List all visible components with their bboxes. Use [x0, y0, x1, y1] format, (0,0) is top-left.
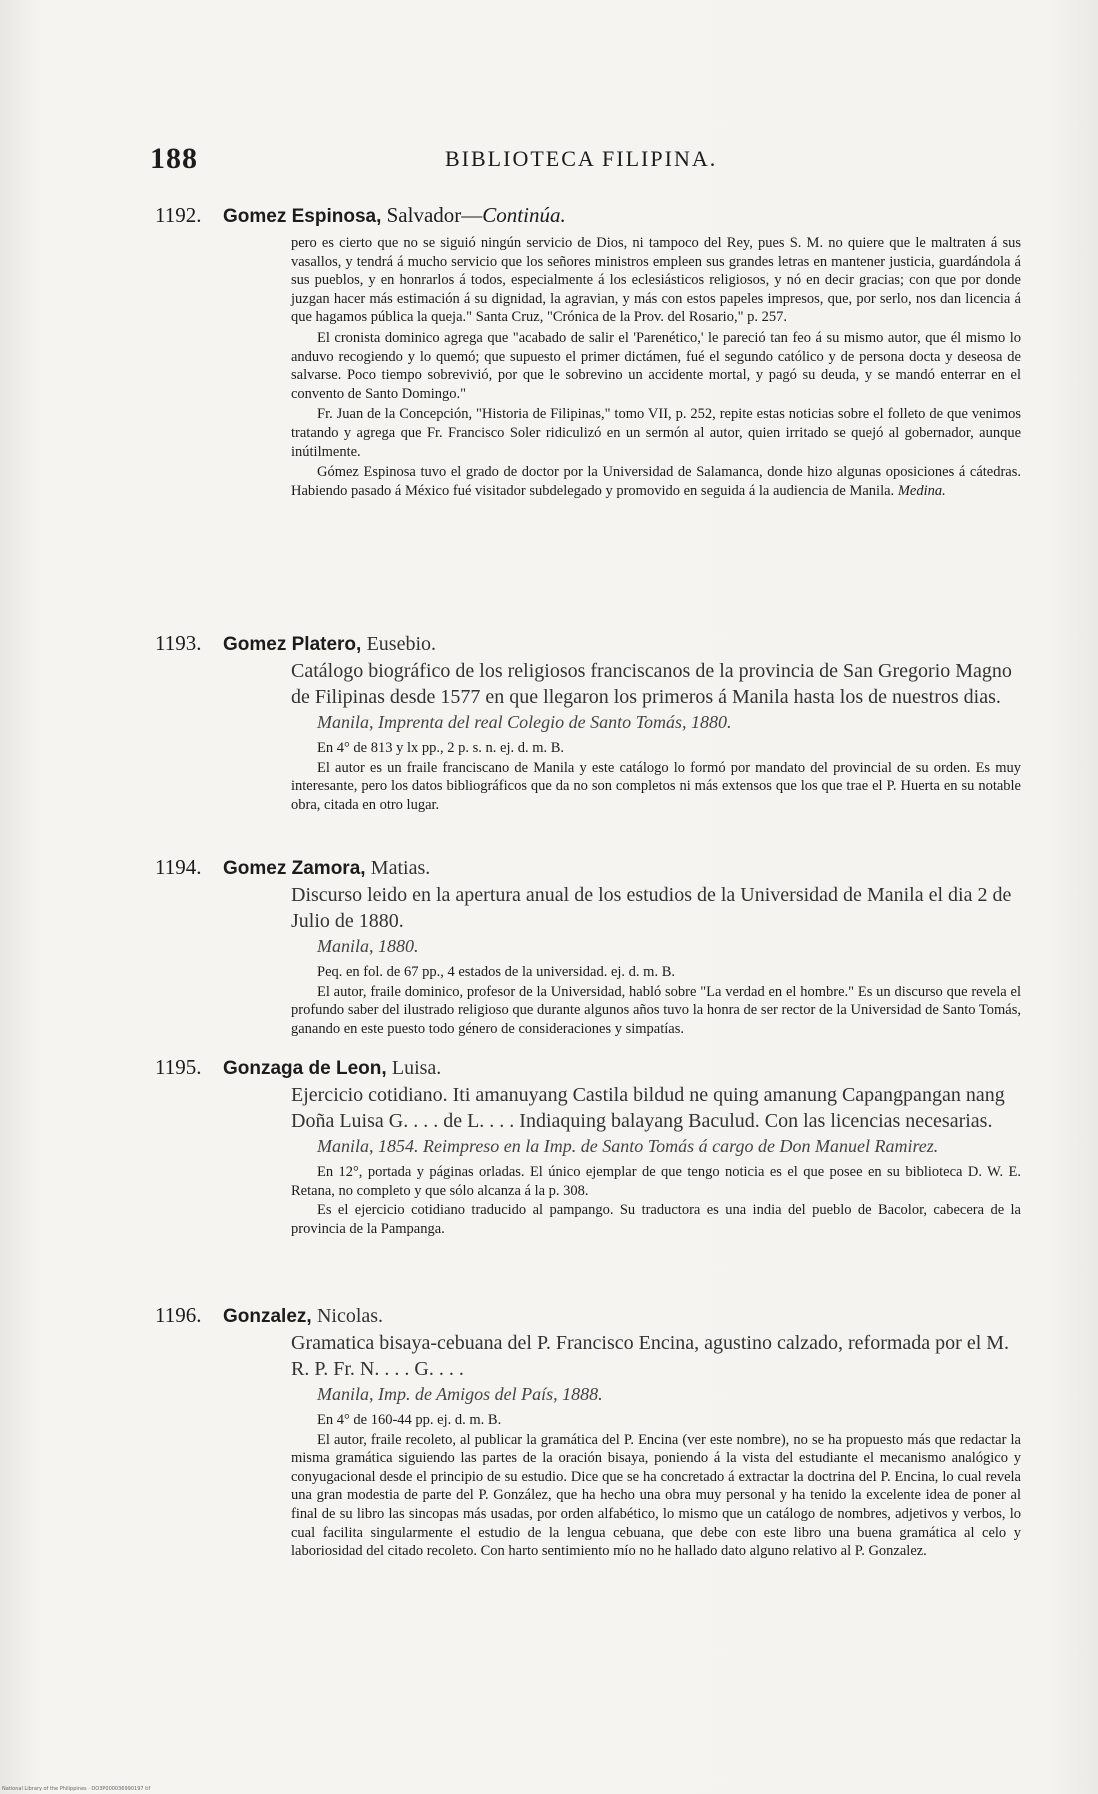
- paragraph: pero es cierto que no se siguió ningún servicio de Dios, ni tampoco del Rey, pues S. M. no quiere que le maltraten á sus vasallos, y tendrá á mucho servicio que los señores ministros empleen sus grandes letras en mantener justicia, guardándola á sus pueblos, y en honrarlos á todos, especialmente á los eclesiásticos religiosos, y nó en decir gracias; con que por donde juzgan hacer más estimación á su dignidad, la agravian, y más con estos papeles impresos, que, por serlo, nos dan licencia á que hagamos pública la queja." Santa Cruz, "Crónica de la Prov. del Rosario," p. 257.: [291, 235, 1021, 326]
- entry-author: Gonzaga de Leon,: [223, 1058, 387, 1079]
- entry-author: Gonzalez,: [223, 1306, 312, 1327]
- entry-note: Es el ejercicio cotidiano traducido al pampango. Su traductora es una india del pueblo de Bacolor, cabecera de la provincia de la Pampanga.: [291, 1202, 1021, 1237]
- entry-author-name: Luisa.: [391, 1057, 442, 1079]
- continued-label: Continúa.: [482, 203, 566, 227]
- entry-author-name: Nicolas.: [316, 1305, 384, 1327]
- entry-title: Gramatica bisaya-cebuana del P. Francisco Encina, agustino calzado, reformada por el M. R. P. Fr. N. . . . G. . . .: [291, 1332, 1010, 1380]
- page-number: 188: [150, 142, 198, 175]
- entry-collation: En 4° de 160-44 pp. ej. d. m. B.: [317, 1412, 502, 1428]
- entry-author-name: Matias.: [370, 857, 431, 879]
- entry-author: Gomez Espinosa,: [223, 206, 382, 227]
- running-title: BIBLIOTECA FILIPINA.: [445, 146, 718, 171]
- entry-title: Catálogo biográfico de los religiosos franciscanos de la provincia de San Gregorio Magno de Filipinas desde 1577 en que llegaron los primeros á Manila hasta los de nuestros dias.: [291, 660, 1012, 708]
- entry-number: 1195.: [155, 1055, 202, 1079]
- entry-1193: [155, 630, 1021, 814]
- entry-title: Discurso leido en la apertura anual de los estudios de la Universidad de Manila el dia 2 de Julio de 1880.: [291, 884, 1012, 932]
- entry-heading: [155, 630, 1021, 658]
- entry-collation: En 12°, portada y páginas orladas. El único ejemplar de que tengo noticia es el que posee en su biblioteca D. W. E. Retana, no completo y que sólo alcanza á la p. 308.: [291, 1164, 1021, 1199]
- entry-number: 1192.: [155, 203, 202, 227]
- entry-heading: [155, 202, 1021, 230]
- entry-imprint: Manila, Imp. de Amigos del País, 1888.: [317, 1384, 603, 1404]
- entry-1192: [155, 202, 1021, 500]
- entry-imprint: Manila, Imprenta del real Colegio de Santo Tomás, 1880.: [317, 712, 732, 732]
- entry-note: El autor, fraile recoleto, al publicar la gramática del P. Encina (ver este nombre), no se ha propuesto más que redactar la misma gramática siguiendo las partes de la oración bisaya, poniendo á la vista del estudiante el mecanismo analógico y conyugacional desde el principio de su estudio. Dice que se ha concretado á extractar la doctrina del P. Encina, lo cual revela una gran modestia de parte del P. González, que ha hecho una obra muy personal y ha tenido la excelente idea de poner al final de su libro las sincopas más usadas, por orden alfabético, lo mismo que un catálogo de nombres, adjetivos y verbos, lo cual facilita singularmente el estudio de la lengua cebuana, que debe con este libro una buena gramática al celo y laboriosidad del citado recoleto. Con harto sentimiento mío no he hallado dato alguno relativo al P. Gonzalez.: [291, 1431, 1021, 1560]
- entry-note: El autor es un fraile franciscano de Manila y este catálogo lo formó por mandato del provincial de su orden. Es muy interesante, pero los datos bibliográficos que da no son completos ni más extensos que los que trae el P. Huerta en su notable obra, citada en otro lugar.: [291, 759, 1021, 813]
- entry-1195: [155, 1054, 1021, 1238]
- entry-1196: [155, 1302, 1021, 1561]
- entry-author-name: Eusebio.: [366, 633, 437, 655]
- signature: Medina.: [897, 482, 946, 499]
- entry-note: El autor, fraile dominico, profesor de la Universidad, habló sobre "La verdad en el hombre." Es un discurso que revela el profundo saber del ilustrado religioso que durante algunos años tuvo la honra de ser rector de la Universidad de Santo Tomás, ganando en este puesto todo género de consideraciones y simpatías.: [291, 983, 1021, 1037]
- entry-author: Gomez Platero,: [223, 634, 362, 655]
- entry-heading: [155, 854, 1021, 882]
- entry-author-name: Salvador—: [386, 203, 483, 227]
- entry-title: Ejercicio cotidiano. Iti amanuyang Castila bildud ne quing amanung Capangpangan nang Doña Luisa G. . . . de L. . . . Indiaquing balayang Baculud. Con las licencias necesarias.: [291, 1084, 1005, 1132]
- entry-number: 1193.: [155, 631, 202, 655]
- paragraph: [291, 463, 1021, 500]
- scan-footer: National Library of the Philippines · DO3P000036990197 tif: [2, 1786, 151, 1792]
- entry-number: 1194.: [155, 855, 202, 879]
- entry-collation: Peq. en fol. de 67 pp., 4 estados de la universidad. ej. d. m. B.: [317, 964, 676, 980]
- entry-1194: [155, 854, 1021, 1038]
- entry-author: Gomez Zamora,: [223, 858, 366, 879]
- paragraph-text: Gómez Espinosa tuvo el grado de doctor por la Universidad de Salamanca, donde hizo algunas oposiciones á cátedras. Habiendo pasado á México fué visitador subdelegado y promovido en seguida á la audiencia de Manila.: [291, 464, 1021, 499]
- entry-imprint: Manila, 1854. Reimpreso en la Imp. de Santo Tomás á cargo de Don Manuel Ramirez.: [317, 1136, 939, 1156]
- paragraph: El cronista dominico agrega que "acabado de salir el 'Parenético,' le pareció tan feo á su mismo autor, que él mismo lo anduvo recogiendo y lo quemó; que supuesto el primer dictámen, fué el segundo católico y de persona docta y deseosa de salvarse. Poco tiempo sobrevivió, por que le sobrevino un accidente mortal, y pagó su deuda, y se mandó enterrar en el convento de Santo Domingo.": [291, 329, 1021, 402]
- entry-heading: [155, 1054, 1021, 1082]
- entry-imprint: Manila, 1880.: [317, 936, 419, 956]
- entry-collation: En 4° de 813 y lx pp., 2 p. s. n. ej. d. m. B.: [317, 740, 565, 756]
- entry-number: 1196.: [155, 1303, 202, 1327]
- entry-heading: [155, 1302, 1021, 1330]
- paragraph: Fr. Juan de la Concepción, "Historia de Filipinas," tomo VII, p. 252, repite estas noticias sobre el folleto de que venimos tratando y agrega que Fr. Francisco Soler ridiculizó en un sermón al autor, quien irritado se quejó al gobernador, aunque inútilmente.: [291, 406, 1021, 460]
